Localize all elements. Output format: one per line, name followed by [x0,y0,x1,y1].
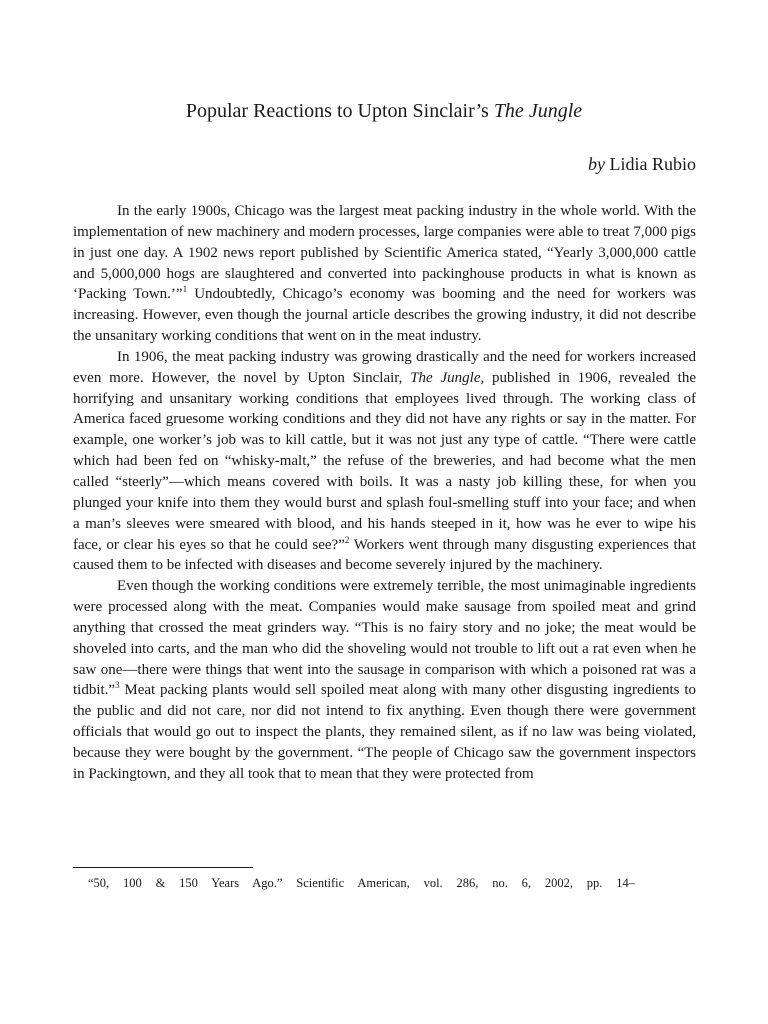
footnote-ref-2: 2 [344,534,350,545]
paragraph-text: Workers went through many disgusting experiences that caused them to be infected with diseases and become severely injured by the machinery. [73,536,696,574]
paragraph-text: In 1906, the meat packing industry was growing drastically and the need for workers increased even more. However, the novel by Upton Sinclair, [73,348,696,386]
paragraph-text: Meat packing plants would sell spoiled meat along with many other disgusting ingredients to the public and did not care, nor did not intend to fix anything. Even though there were government officials that would go out to inspect the plants, they remained silent, as if no law was being violated, because they were bought by the government. “The people of Chicago saw the government inspectors in Packingtown, and they all took that to mean that they were protected from [73,682,696,782]
paragraph-text: In the early 1900s, Chicago was the largest meat packing industry in the whole world. With the implementation of new machinery and modern processes, large companies were able to treat 7,000 pigs in just one day. A 1902 news report published by Scientific America stated, “Yearly 3,000,000 cattle and 5,000,000 hogs are slaughtered and converted into packinghouse products in what is known as ‘Packing Town.’” [73,203,696,303]
paragraph-text: Undoubtedly, Chicago’s economy was booming and the need for workers was increasing. However, even though the journal article describes the growing industry, it did not describe the unsanitary working conditions that went on in the meat industry. [73,286,696,345]
article-body [73,201,696,785]
paragraph-3 [73,576,696,784]
title-book-name: The Jungle [493,100,583,122]
footnote-ref-3: 3 [115,680,120,691]
paragraph-2 [73,347,696,576]
author-name: Lidia Rubio [605,154,696,174]
footnote-1: “50, 100 & 150 Years Ago.” Scientific American, vol. 286, no. 6, 2002, pp. 14– [88,876,635,890]
book-title-italic: The Jungle, [410,369,485,386]
byline-prefix: by [588,154,605,174]
title-text: Popular Reactions to Upton Sinclair’s [185,100,494,122]
paragraph-text: Even though the working conditions were extremely terrible, the most unimaginable ingredients were processed along with the meat. Companies would make sausage from spoiled meat and grind anything that crossed the meat grinders way. “This is no fairy story and no joke; the meat would be shoveled into carts, and the man who did the shoveling would not trouble to lift out a rat even when he saw one—there were things that went into the sausage in comparison with which a poisoned rat was a tidbit.” [73,578,696,699]
article-title [0,97,768,125]
footnote-ref-1: 1 [182,284,188,295]
paragraph-1 [73,201,696,347]
author-byline [588,151,696,177]
paragraph-text: published in 1906, revealed the horrifying and unsanitary working conditions that employees lived through. The working class of America faced gruesome working conditions and they did not have any rights or say in the matter. For example, one worker’s job was to kill cattle, but it was not just any type of cattle. “There were cattle which had been fed on “whisky-malt,” the refuse of the breweries, and had become what the men called “steerly”—which means covered with boils. It was a nasty job killing these, for when you plunged your knife into them they would burst and splash foul-smelling stuff into your face; and when a man’s sleeves were smeared with blood, and his hands steeped in it, how was he ever to wipe his face, or clear his eyes so that he could see?” [73,369,697,553]
footnote-separator [73,867,253,868]
